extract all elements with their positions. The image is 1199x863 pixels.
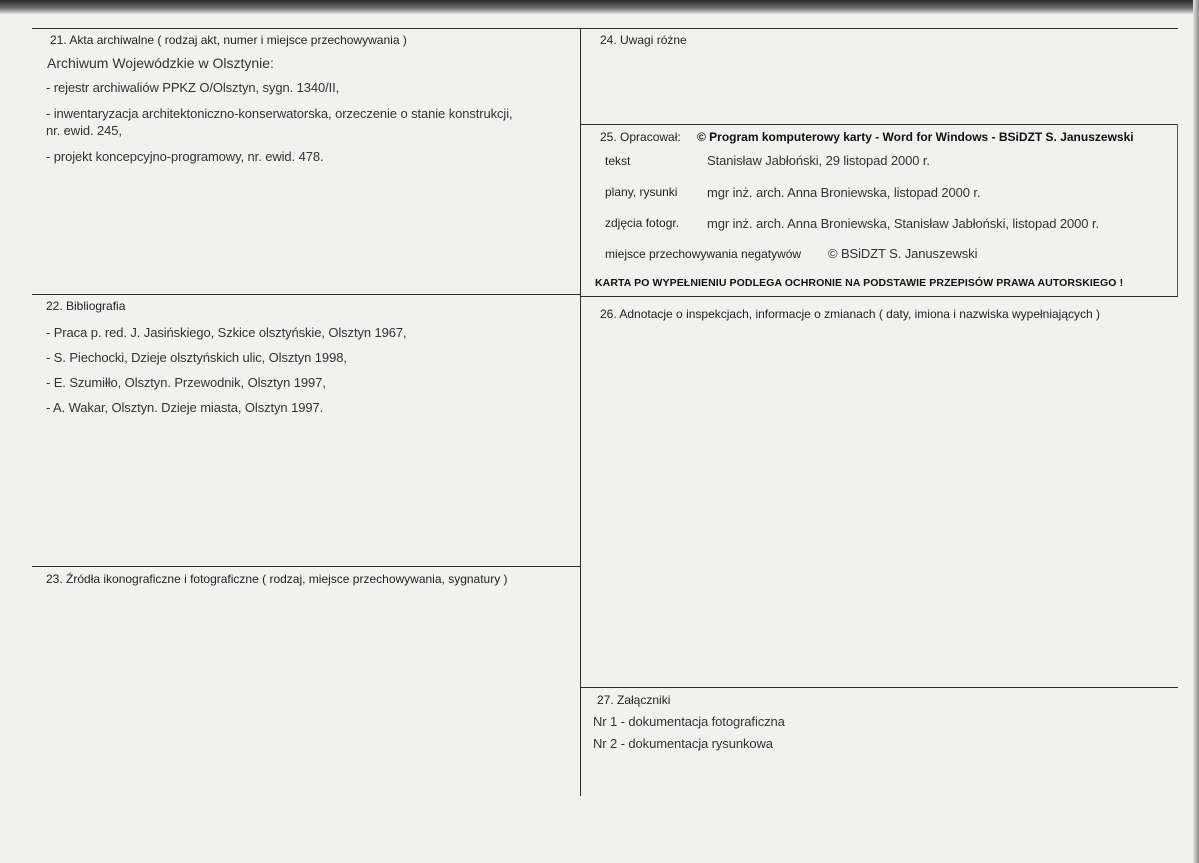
attachment-item: Nr 2 - dokumentacja rysunkowa	[593, 736, 773, 751]
bibliography-item: - S. Piechocki, Dzieje olsztyńskich ulic, Olsztyn 1998,	[46, 350, 347, 365]
section21-header: 21. Akta archiwalne ( rodzaj akt, numer i miejsce przechowywania )	[50, 33, 407, 47]
section21-item: nr. ewid. 245,	[46, 123, 122, 138]
program-credit: © Program komputerowy karty - Word for Windows - BSiDZT S. Januszewski	[697, 130, 1134, 144]
section24-header: 24. Uwagi różne	[600, 33, 687, 47]
section23-header: 23. Źródła ikonograficzne i fotograficzne ( rodzaj, miejsce przechowywania, sygnatury )	[46, 572, 508, 586]
section26-header: 26. Adnotacje o inspekcjach, informacje o zmianach ( daty, imiona i nazwiska wypełniających )	[600, 307, 1101, 321]
center-divider	[580, 28, 581, 796]
bibliography-item: - A. Wakar, Olsztyn. Dzieje miasta, Olsztyn 1997.	[46, 400, 324, 415]
divider-25-26	[580, 296, 1178, 297]
author-value: mgr inż. arch. Anna Broniewska, listopad 2000 r.	[707, 185, 981, 200]
author-value: © BSiDZT S. Januszewski	[828, 246, 978, 261]
author-value: mgr inż. arch. Anna Broniewska, Stanisław Jabłoński, listopad 2000 r.	[707, 216, 1099, 231]
copyright-notice: KARTA PO WYPEŁNIENIU PODLEGA OCHRONIE NA PODSTAWIE PRZEPISÓW PRAWA AUTORSKIEGO !	[595, 277, 1124, 289]
divider-22-23	[32, 566, 580, 567]
bibliography-item: - Praca p. red. J. Jasińskiego, Szkice olsztyńskie, Olsztyn 1967,	[46, 325, 407, 340]
author-label: zdjęcia fotogr.	[605, 216, 680, 230]
section22-header: 22. Bibliografia	[46, 299, 126, 313]
author-label: plany, rysunki	[605, 185, 678, 199]
scan-top-edge	[0, 0, 1199, 14]
attachment-item: Nr 1 - dokumentacja fotograficzna	[593, 714, 785, 729]
bibliography-item: - E. Szumiłło, Olsztyn. Przewodnik, Olsztyn 1997,	[46, 375, 326, 390]
author-value: Stanisław Jabłoński, 29 listopad 2000 r.	[707, 153, 930, 168]
section21-item: - rejestr archiwaliów PPKZ O/Olsztyn, sygn. 1340/II,	[46, 80, 340, 95]
section21-item: - projekt koncepcyjno-programowy, nr. ewid. 478.	[46, 149, 324, 164]
top-border	[32, 28, 1178, 29]
section27-header: 27. Załączniki	[597, 693, 671, 707]
section25-header: 25. Opracował:	[600, 130, 681, 144]
section21-item: - inwentaryzacja architektoniczno-konserwatorska, orzeczenie o stanie konstrukcji,	[46, 106, 513, 121]
divider-21-22	[32, 294, 580, 295]
section21-title: Archiwum Wojewódzkie w Olsztynie:	[47, 55, 274, 71]
section25-right-border	[1177, 124, 1178, 296]
scan-right-edge	[1193, 0, 1199, 863]
author-label: tekst	[605, 154, 631, 168]
divider-24-25	[580, 124, 1178, 125]
divider-26-27	[580, 687, 1178, 688]
author-label: miejsce przechowywania negatywów	[605, 247, 802, 261]
